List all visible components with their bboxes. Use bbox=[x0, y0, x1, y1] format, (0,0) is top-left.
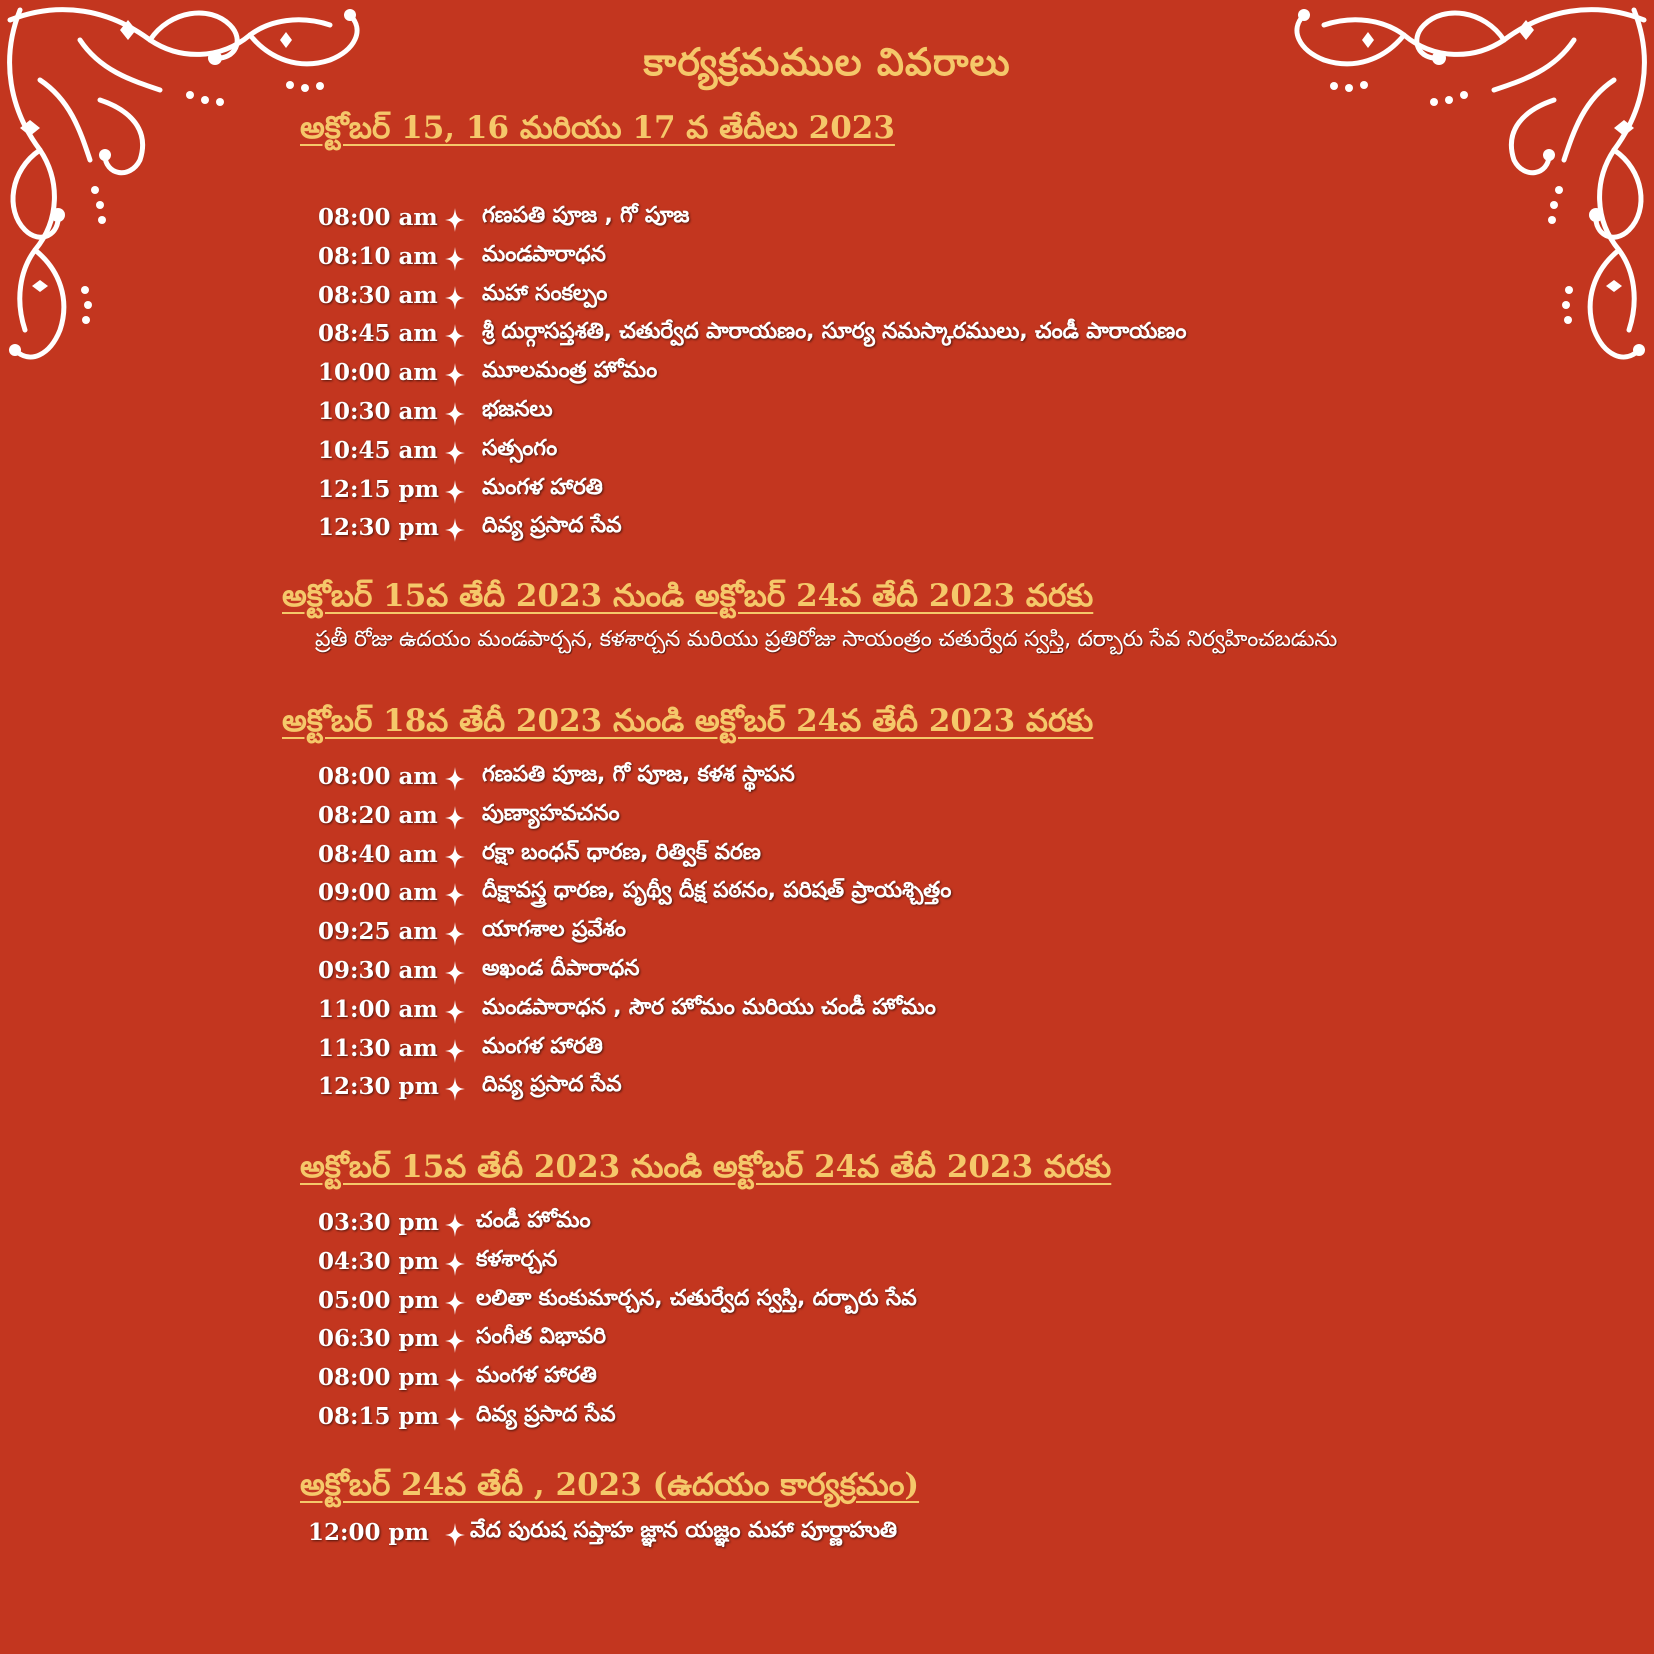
schedule-event: చండీ హోమం bbox=[476, 1208, 591, 1233]
schedule-event: లలితా కుంకుమార్చన, చతుర్వేద స్వస్తి, దర్బారు సేవ bbox=[476, 1285, 917, 1311]
schedule-time: 08:45 am bbox=[318, 320, 438, 348]
schedule-event: వేద పురుష సప్తాహ జ్ఞాన యజ్ఞం మహా పూర్ణాహుతి bbox=[470, 1518, 897, 1543]
sparkle-star-icon bbox=[443, 998, 467, 1026]
schedule-event: దీక్షావస్త్ర ధారణ, పృథ్వీ దీక్ష పఠనం, పరిషత్ ప్రాయశ్చిత్తం bbox=[482, 878, 952, 904]
sparkle-star-icon bbox=[443, 765, 467, 793]
sparkle-star-icon bbox=[443, 206, 467, 234]
schedule-time: 10:45 am bbox=[318, 436, 438, 464]
schedule-time: 05:00 pm bbox=[318, 1286, 439, 1314]
schedule-time: 08:15 pm bbox=[318, 1402, 439, 1430]
schedule-time: 10:30 am bbox=[318, 397, 438, 425]
sparkle-star-icon bbox=[443, 843, 467, 871]
schedule-time: 09:00 am bbox=[318, 879, 438, 907]
schedule-event: సంగీత విభావరి bbox=[476, 1324, 606, 1350]
schedule-time: 03:30 pm bbox=[318, 1209, 439, 1236]
schedule-event: మహా సంకల్పం bbox=[482, 280, 608, 306]
sparkle-star-icon bbox=[443, 361, 467, 389]
daily-service-note: ప్రతీ రోజు ఉదయం మండపార్చన, కళశార్చన మరియు ప్రతిరోజు సాయంత్రం చతుర్వేద స్వస్తి, దర్బారు సేవ నిర్వహించబడును bbox=[315, 627, 1338, 652]
sparkle-star-icon bbox=[443, 920, 467, 948]
sparkle-star-icon bbox=[443, 881, 467, 909]
sparkle-star-icon bbox=[443, 322, 467, 350]
schedule-event: దివ్య ప్రసాద సేవ bbox=[476, 1401, 616, 1427]
schedule-time: 08:00 am bbox=[318, 763, 438, 790]
schedule-event: మంగళ హారతి bbox=[476, 1363, 597, 1389]
schedule-event: దివ్య ప్రసాద సేవ bbox=[482, 513, 622, 539]
schedule-event: గణపతి పూజ, గో పూజ, కళశ స్థాపన bbox=[482, 762, 795, 787]
section-heading-5: అక్టోబర్ 24వ తేదీ , 2023 (ఉదయం కార్యక్రమం) bbox=[300, 1467, 920, 1503]
schedule-time: 08:30 am bbox=[318, 281, 438, 309]
schedule-event: దివ్య ప్రసాద సేవ bbox=[482, 1072, 622, 1098]
section-heading-1: అక్టోబర్ 15, 16 మరియు 17 వ తేదీలు 2023 bbox=[300, 110, 895, 146]
sparkle-star-icon bbox=[443, 400, 467, 428]
schedule-time: 09:30 am bbox=[318, 956, 438, 984]
sparkle-star-icon bbox=[443, 245, 467, 273]
schedule-event: పుణ్యాహవచనం bbox=[482, 800, 620, 826]
schedule-event: మండపారాధన bbox=[482, 241, 606, 267]
schedule-time: 12:30 pm bbox=[318, 514, 439, 542]
schedule-event: యాగశాల ప్రవేశం bbox=[482, 917, 626, 943]
schedule-event: మంగళ హారతి bbox=[482, 474, 603, 500]
schedule-time: 12:00 pm bbox=[308, 1519, 429, 1546]
section-heading-2: అక్టోబర్ 15వ తేదీ 2023 నుండి అక్టోబర్ 24వ తేదీ 2023 వరకు bbox=[282, 578, 1094, 614]
schedule-time: 08:40 am bbox=[318, 840, 438, 868]
schedule-time: 04:30 pm bbox=[318, 1247, 439, 1275]
schedule-time: 12:30 pm bbox=[318, 1073, 439, 1101]
sparkle-star-icon bbox=[443, 1405, 467, 1433]
sparkle-star-icon bbox=[443, 1075, 467, 1103]
sparkle-star-icon bbox=[443, 516, 467, 544]
schedule-event: భజనలు bbox=[482, 396, 553, 422]
sparkle-star-icon bbox=[443, 478, 467, 506]
schedule-time: 11:00 am bbox=[318, 995, 438, 1023]
schedule-time: 08:00 pm bbox=[318, 1364, 439, 1392]
schedule-event: శ్రీ దుర్గాసప్తశతి, చతుర్వేద పారాయణం, సూర్య నమస్కారములు, చండీ పారాయణం bbox=[482, 319, 1187, 345]
sparkle-star-icon bbox=[443, 439, 467, 467]
sparkle-star-icon bbox=[443, 284, 467, 312]
section-heading-3: అక్టోబర్ 18వ తేదీ 2023 నుండి అక్టోబర్ 24వ తేదీ 2023 వరకు bbox=[282, 703, 1094, 739]
schedule-event: కళశార్చన bbox=[476, 1246, 558, 1272]
schedule-time: 08:00 am bbox=[318, 204, 438, 231]
sparkle-star-icon bbox=[443, 1250, 467, 1278]
page-title: కార్యక్రమముల వివరాలు bbox=[643, 40, 1011, 84]
sparkle-star-icon bbox=[443, 1327, 467, 1355]
schedule-time: 08:10 am bbox=[318, 242, 438, 270]
schedule-time: 06:30 pm bbox=[318, 1325, 439, 1353]
schedule-time: 12:15 pm bbox=[318, 475, 439, 503]
sparkle-star-icon bbox=[443, 1366, 467, 1394]
sparkle-star-icon bbox=[443, 1037, 467, 1065]
schedule-event: గణపతి పూజ , గో పూజ bbox=[482, 203, 690, 228]
schedule-time: 11:30 am bbox=[318, 1034, 438, 1062]
schedule-time: 10:00 am bbox=[318, 359, 438, 387]
sparkle-star-icon bbox=[443, 959, 467, 987]
sparkle-star-icon bbox=[443, 1521, 467, 1549]
sparkle-star-icon bbox=[443, 1211, 467, 1239]
section-heading-4: అక్టోబర్ 15వ తేదీ 2023 నుండి అక్టోబర్ 24వ తేదీ 2023 వరకు bbox=[300, 1149, 1112, 1185]
schedule-event: మూలమంత్ర హోమం bbox=[482, 358, 658, 384]
schedule-time: 09:25 am bbox=[318, 918, 438, 946]
schedule-event: సత్సంగం bbox=[482, 435, 558, 461]
schedule-event: మండపారాధన , సౌర హోమం మరియు చండీ హోమం bbox=[482, 994, 936, 1020]
schedule-event: రక్షా బంధన్ ధారణ, రిత్విక్ వరణ bbox=[482, 839, 761, 865]
schedule-event: మంగళ హారతి bbox=[482, 1033, 603, 1059]
schedule-time: 08:20 am bbox=[318, 801, 438, 829]
schedule-event: అఖండ దీపారాధన bbox=[482, 955, 640, 981]
sparkle-star-icon bbox=[443, 804, 467, 832]
sparkle-star-icon bbox=[443, 1289, 467, 1317]
